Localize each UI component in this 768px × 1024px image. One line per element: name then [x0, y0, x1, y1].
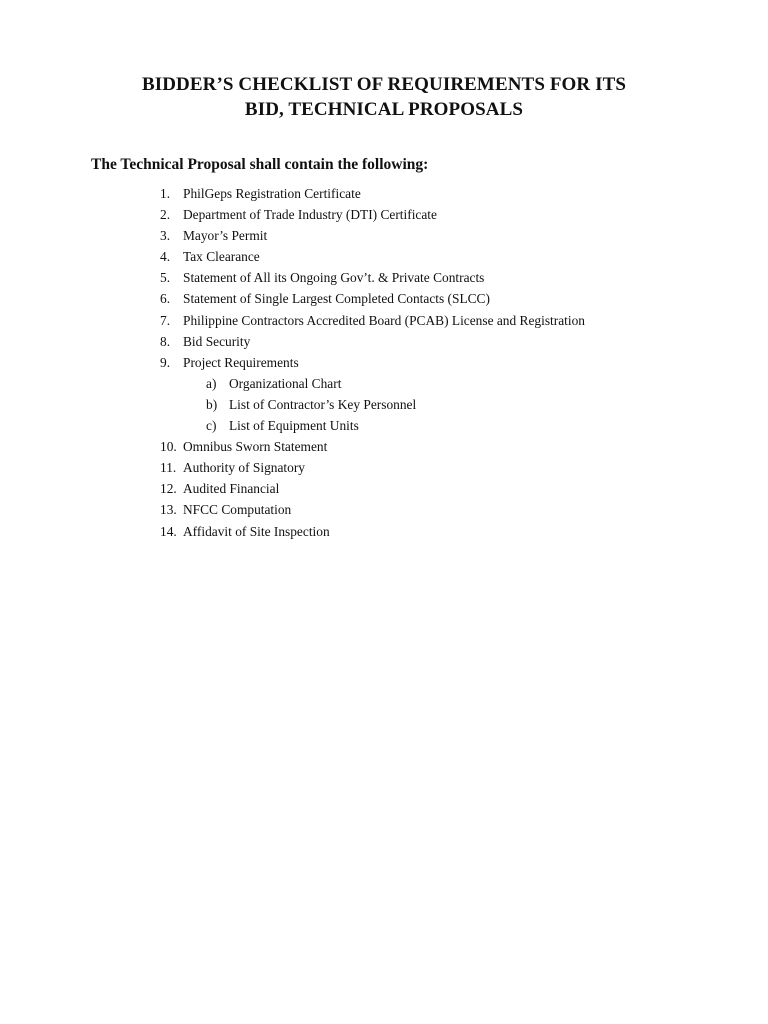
- item-text: Authority of Signatory: [183, 460, 305, 476]
- list-item: [0, 267, 768, 288]
- sub-list-item: [0, 394, 768, 415]
- item-number: 4.: [160, 249, 171, 265]
- item-text: PhilGeps Registration Certificate: [183, 186, 361, 201]
- item-number: 8.: [160, 333, 171, 349]
- item-text: Philippine Contractors Accredited Board (PCAB) License and Registration: [183, 312, 586, 328]
- item-number: 12.: [160, 481, 177, 497]
- title-line-1: BIDDER’S CHECKLIST OF REQUIREMENTS FOR ITS: [141, 74, 627, 95]
- item-text: Omnibus Sworn Statement: [183, 439, 328, 455]
- item-number: 10.: [160, 439, 177, 455]
- item-text: Affidavit of Site Inspection: [183, 523, 330, 539]
- list-item: [0, 436, 768, 457]
- item-text: NFCC Computation: [183, 502, 292, 518]
- item-number: 3.: [160, 228, 171, 244]
- item-text: Statement of Single Largest Completed Contacts (SLCC): [183, 291, 490, 307]
- list-item: [0, 246, 768, 267]
- item-number: 7.: [160, 312, 171, 328]
- item-text: Department of Trade Industry (DTI) Certificate: [183, 207, 437, 223]
- sub-item-letter: c): [206, 418, 217, 434]
- list-item: [0, 499, 768, 520]
- sub-item-text: List of Contractor’s Key Personnel: [229, 396, 417, 412]
- item-number: 5.: [160, 270, 171, 286]
- list-item: [0, 288, 768, 309]
- item-number: 13.: [160, 502, 177, 518]
- sub-item-letter: b): [206, 396, 218, 412]
- document-title: [0, 72, 768, 122]
- list-item: [0, 521, 768, 542]
- item-text: Audited Financial: [183, 481, 280, 497]
- item-text: Tax Clearance: [183, 249, 260, 265]
- sub-list-item: [0, 373, 768, 394]
- sub-list-item: [0, 415, 768, 436]
- item-text: Mayor’s Permit: [183, 228, 268, 244]
- item-number: 9.: [160, 354, 171, 370]
- list-item: [0, 204, 768, 225]
- sub-item-text: Organizational Chart: [229, 375, 342, 391]
- item-text: Bid Security: [183, 333, 251, 349]
- sub-item-text: List of Equipment Units: [229, 418, 359, 434]
- title-line-2: BID, TECHNICAL PROPOSALS: [244, 99, 524, 120]
- list-item: [0, 310, 768, 331]
- item-text: Statement of All its Ongoing Gov’t. & Private Contracts: [183, 270, 485, 286]
- item-number: 14.: [160, 523, 177, 539]
- item-number: 6.: [160, 291, 171, 307]
- list-item: [0, 331, 768, 352]
- sub-item-letter: a): [206, 375, 217, 391]
- intro-heading: The Technical Proposal shall contain the following:: [91, 156, 429, 173]
- list-item: [0, 352, 768, 373]
- list-item: [0, 478, 768, 499]
- list-item: [0, 457, 768, 478]
- item-number: 1.: [160, 186, 171, 201]
- list-item: [0, 183, 768, 204]
- item-text: Project Requirements: [183, 354, 299, 370]
- item-number: 11.: [160, 460, 177, 476]
- requirements-list: [0, 183, 768, 542]
- list-item: [0, 225, 768, 246]
- item-number: 2.: [160, 207, 171, 223]
